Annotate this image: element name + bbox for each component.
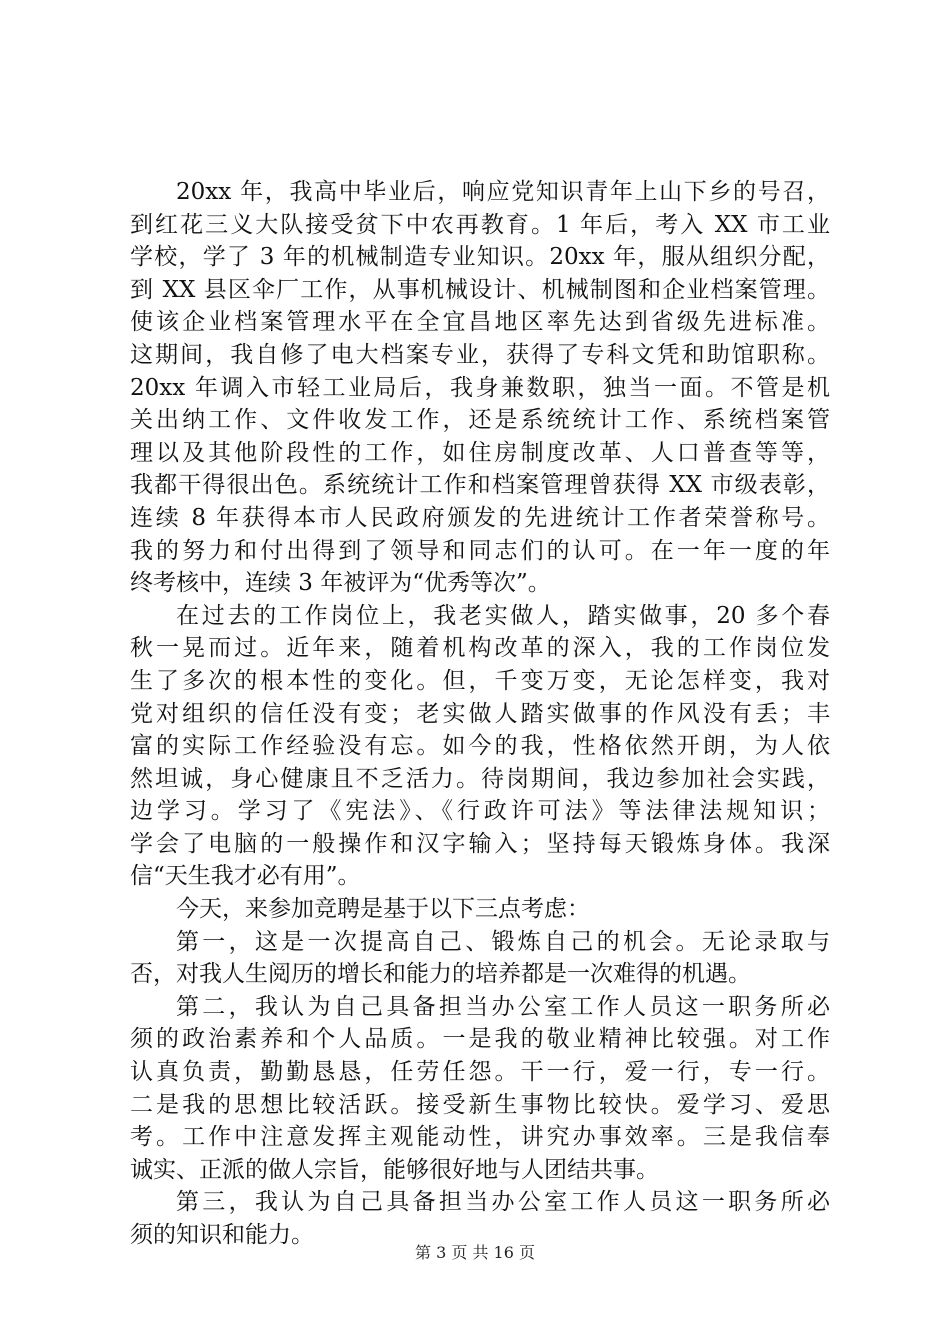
text-line: 我都干得很出色。系统统计工作和档案管理曾获得 XX 市级表彰，	[130, 472, 830, 499]
text-line: 连续 8 年获得本市人民政府颁发的先进统计工作者荣誉称号。	[130, 504, 830, 531]
text-line: 认真负责，勤勤恳恳，任劳任怨。干一行，爱一行，专一行。	[130, 1059, 830, 1086]
text-line: 边学习。学习了《宪法》、《行政许可法》等法律法规知识；	[130, 798, 830, 825]
text-line: 在过去的工作岗位上，我老实做人，踏实做事，20 多个春	[176, 602, 830, 629]
text-line: 学会了电脑的一般操作和汉字输入；坚持每天锻炼身体。我深	[130, 830, 830, 857]
text-line: 关出纳工作、文件收发工作，还是系统统计工作、系统档案管	[130, 407, 830, 434]
text-line: 秋一晃而过。近年来，随着机构改革的深入，我的工作岗位发	[130, 635, 830, 662]
text-line: 20xx 年，我高中毕业后，响应党知识青年上山下乡的号召，	[176, 179, 830, 205]
text-line: 第二，我认为自己具备担当办公室工作人员这一职务所必	[176, 993, 830, 1020]
text-line: 考。工作中注意发挥主观能动性，讲究办事效率。三是我信奉	[130, 1124, 830, 1151]
text-line: 第三，我认为自己具备担当办公室工作人员这一职务所必	[176, 1189, 830, 1216]
text-line: 使该企业档案管理水平在全宜昌地区率先达到省级先进标准。	[130, 309, 830, 336]
text-line: 党对组织的信任没有变；老实做人踏实做事的作风没有丢；丰	[130, 700, 830, 727]
text-line: 二是我的思想比较活跃。接受新生事物比较快。爱学习、爱思	[130, 1091, 830, 1118]
text-line: 终考核中，连续 3 年被评为“优秀等次”。	[130, 570, 551, 597]
text-line: 诚实、正派的做人宗旨，能够很好地与人团结共事。	[130, 1156, 659, 1183]
text-line: 须的知识和能力。	[130, 1222, 314, 1248]
text-line: 这期间，我自修了电大档案专业，获得了专科文凭和助馆职称。	[130, 341, 830, 368]
text-line: 否，对我人生阅历的增长和能力的培养都是一次难得的机遇。	[130, 961, 751, 988]
text-line: 我的努力和付出得到了领导和同志们的认可。在一年一度的年	[130, 537, 830, 564]
text-line: 第一，这是一次提高自己、锻炼自己的机会。无论录取与	[176, 928, 830, 955]
page-footer: 第 3 页 共 16 页	[415, 1243, 535, 1262]
text-line: 到红花三义大队接受贫下中农再教育。1 年后，考入 XX 市工业	[130, 211, 830, 238]
text-line: 然坦诚，身心健康且不乏活力。待岗期间，我边参加社会实践，	[130, 765, 830, 792]
text-line: 学校，学了 3 年的机械制造专业知识。20xx 年，服从组织分配，	[130, 244, 830, 271]
text-line: 信“天生我才必有用”。	[130, 863, 361, 890]
text-line: 今天，来参加竞聘是基于以下三点考虑：	[176, 896, 590, 923]
text-line: 理以及其他阶段性的工作，如住房制度改革、人口普查等等，	[130, 439, 830, 466]
text-line: 富的实际工作经验没有忘。如今的我，性格依然开朗，为人依	[130, 733, 830, 760]
body-text	[130, 176, 830, 1252]
text-line: 20xx 年调入市轻工业局后，我身兼数职，独当一面。不管是机	[130, 374, 830, 401]
text-line: 生了多次的根本性的变化。但，千变万变，无论怎样变，我对	[130, 667, 830, 694]
text-line: 到 XX 县区伞厂工作，从事机械设计、机械制图和企业档案管理。	[130, 276, 830, 303]
text-line: 须的政治素养和个人品质。一是我的敬业精神比较强。对工作	[130, 1026, 830, 1053]
